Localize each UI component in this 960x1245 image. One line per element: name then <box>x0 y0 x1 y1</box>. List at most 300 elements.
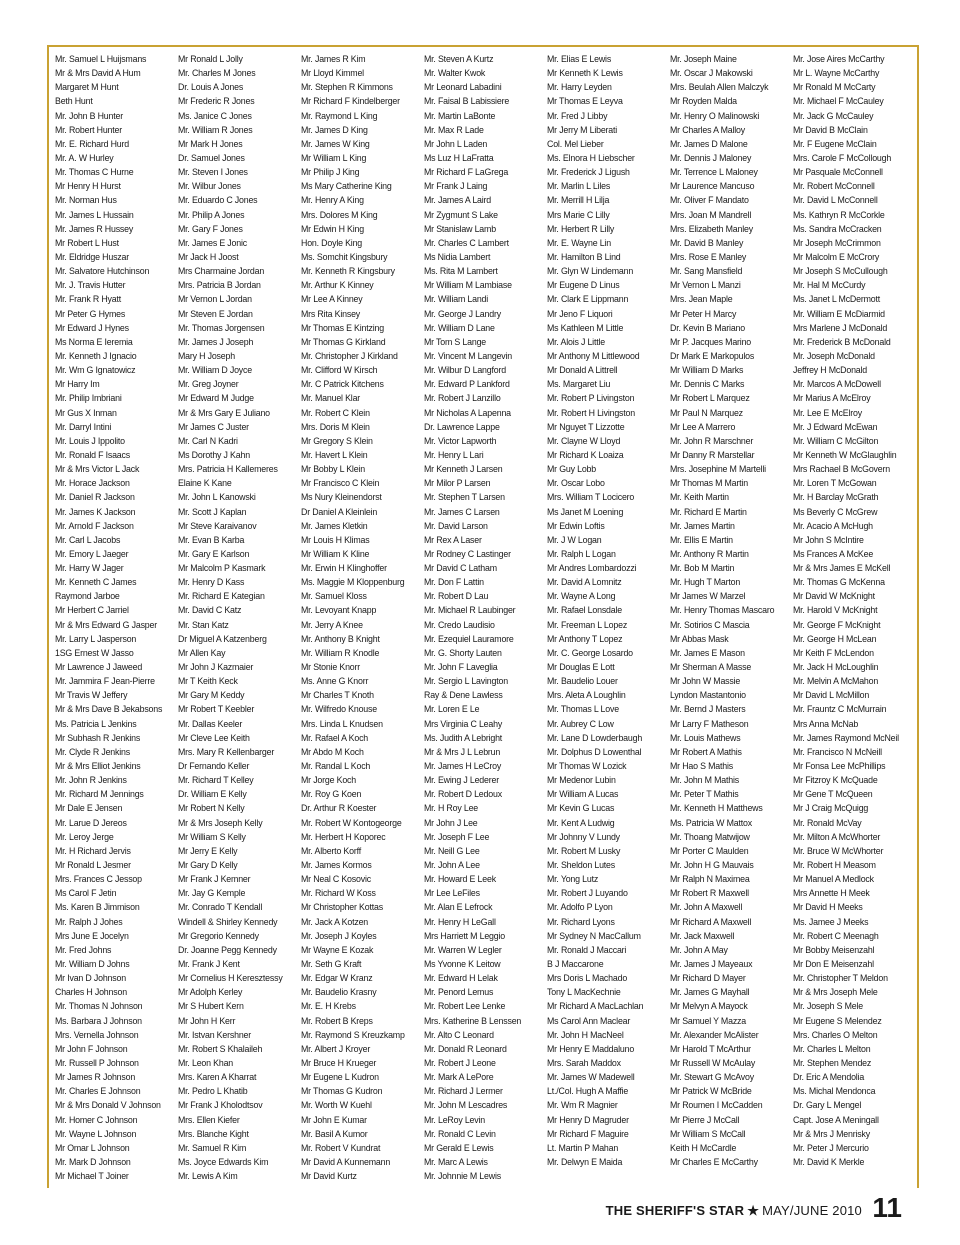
list-item: Mr Edwin Loftis <box>547 520 605 532</box>
list-item: Dr. Samuel Jones <box>178 152 245 164</box>
list-item: Mr. George H McLean <box>793 633 877 645</box>
list-item: Mr. Randal L Koch <box>301 761 371 773</box>
list-item: Hon. Doyle King <box>301 237 363 249</box>
list-item: Mr James C Juster <box>178 421 249 433</box>
list-item: Mr. F Eugene McClain <box>793 138 877 150</box>
list-item: Mr Samuel Y Mazza <box>670 1015 747 1027</box>
list-item: Mr. James Martin <box>670 520 735 532</box>
list-item: Mr Stanislaw Lamb <box>424 223 496 235</box>
list-item: Mr Gus X Inman <box>55 407 117 419</box>
list-item: Mr. Frederick B McDonald <box>793 336 891 348</box>
list-item: Mr. Clifford W Kirsch <box>301 365 378 377</box>
list-item: Mr Robert A Mathis <box>670 746 742 758</box>
list-item: Mr. Richard M Jennings <box>55 789 144 801</box>
list-item: Mr Lee LeFiles <box>424 888 480 900</box>
list-item: Mr. John A Lee <box>424 860 480 872</box>
list-item: Mr. James J Mayeaux <box>670 959 753 970</box>
list-item: Mr J Craig McQuigg <box>793 803 869 815</box>
list-item: Mr Harold T McArthur <box>670 1043 751 1055</box>
list-item: Mr Guy Lobb <box>547 464 597 476</box>
list-item: Mr Eugene L Kudron <box>301 1072 379 1084</box>
list-item: Mr. Ralph J Johes <box>55 916 123 928</box>
list-item: Mr Thomas E Kintzing <box>301 322 384 334</box>
list-item: Mrs. Karen A Kharrat <box>178 1072 257 1084</box>
list-item: Mr Pasquale McConnell <box>793 167 883 179</box>
list-item: Mr. David Larson <box>424 520 488 532</box>
list-item: Mrs. Jean Maple <box>670 294 733 306</box>
list-item: Mr S Hubert Kern <box>178 1001 244 1013</box>
list-item: Mr. John R Marschner <box>670 435 754 447</box>
list-item: Mr. Carl N Kadri <box>178 435 238 447</box>
list-item: Mr. William R Jones <box>178 124 253 136</box>
list-item: Mr. Raymond S Kreuzkamp <box>301 1029 405 1041</box>
list-item: Mr. Roy G Koen <box>301 789 362 801</box>
list-item: Mr William L King <box>301 152 367 164</box>
list-item: Mr. Stephen T Larsen <box>424 492 505 504</box>
list-item: Mr & Mrs Joseph Kelly <box>178 817 263 829</box>
list-item: Mr James R Johnson <box>55 1072 136 1084</box>
list-item: Mr Kenneth J Larsen <box>424 464 503 476</box>
list-item: Mr Abbas Mask <box>670 633 729 645</box>
list-item: Mr. James L Hussain <box>55 209 134 221</box>
list-item: Mr Gary D Kelly <box>178 860 238 872</box>
list-item: Mr. Edward P Lankford <box>424 379 510 391</box>
list-item: Mr Steve Karaivanov <box>178 520 257 532</box>
list-item: Mr. Joseph J Koyles <box>301 930 377 942</box>
list-item: Mr Jack H Joost <box>178 251 239 263</box>
list-item: Mr. Eduardo C Jones <box>178 195 258 207</box>
list-item: Mr Henry E Maddaluno <box>547 1043 635 1055</box>
list-item: Ms Yvonne K Leitow <box>424 959 501 970</box>
list-item: Ms Nidia Lambert <box>424 251 491 263</box>
list-item: Mr. Fred J Libby <box>547 110 608 122</box>
list-item: Mr Robert L Marquez <box>670 393 750 405</box>
list-item: Mrs Harriett M Leggio <box>424 930 506 942</box>
list-item: Mr Robert T Keebler <box>178 704 255 716</box>
list-item: Mr. Francisco N McNeill <box>793 746 882 758</box>
list-item: Dr Daniel A Kleinlein <box>301 506 378 518</box>
list-item: Mr. A. W Hurley <box>55 152 114 164</box>
list-item: Mr. C. George Losardo <box>547 647 633 659</box>
page-footer <box>0 1190 960 1245</box>
list-item: Raymond Jarboe <box>55 591 120 603</box>
list-item: Mr. Oliver F Mandato <box>670 195 749 207</box>
list-item: Mr. Thomas G McKenna <box>793 577 885 589</box>
list-item: Mr Richard D Mayer <box>670 973 746 985</box>
list-item: Mr. Kent A Ludwig <box>547 817 615 829</box>
list-item: Mr Omar L Johnson <box>55 1142 130 1154</box>
list-item: Mr. Leroy Jerge <box>55 831 114 843</box>
list-item: Mr. Thomas L Love <box>547 704 619 716</box>
list-item: Mr. Steven I Jones <box>178 167 248 179</box>
list-item: Mr Ivan D Johnson <box>55 973 126 985</box>
list-item: Ms Nury Kleinendorst <box>301 492 382 504</box>
list-item: Dr. Arthur R Koester <box>301 803 377 815</box>
list-item: Ms. Jamee J Meeks <box>793 916 869 928</box>
list-item: Mr. Robert C Meenagh <box>793 930 879 942</box>
list-item: Mr & Mrs J Menrisky <box>793 1128 870 1140</box>
list-item: Mr. Ezequiel Lauramore <box>424 633 514 645</box>
list-item: Mr. Robert J Luyando <box>547 888 628 900</box>
list-item: Mr Patrick W McBride <box>670 1086 752 1098</box>
list-item: Mrs Rachael B McGovern <box>793 464 891 476</box>
list-item: Mr. Lee E McElroy <box>793 407 862 419</box>
list-item: Mr Gerald E Lewis <box>424 1142 494 1154</box>
list-item: Mr Edward M Judge <box>178 393 254 405</box>
list-item: Mr Gregory S Klein <box>301 435 373 447</box>
list-item: Mr Henry H Hurst <box>55 181 121 193</box>
list-item: Mr & Mrs Victor L Jack <box>55 464 140 476</box>
list-item: Mr. Richard J Lermer <box>424 1086 503 1098</box>
list-item: Mr Kenneth K Lewis <box>547 68 623 80</box>
list-item: Mr. Henry D Kass <box>178 577 245 589</box>
list-item: Mr. John M Mathis <box>670 775 739 787</box>
list-item: Mrs. Mary R Kellenbarger <box>178 746 275 758</box>
list-item: Ms. Anne G Knorr <box>301 676 369 688</box>
list-item: Mr. Emory L Jaeger <box>55 548 129 560</box>
list-item: Mr Danny R Marstellar <box>670 449 755 461</box>
list-item: Mr. J W Logan <box>547 534 602 546</box>
list-item: Mr. Kenneth J Ignacio <box>55 350 137 362</box>
list-item: Mr. J. Travis Hutter <box>55 280 126 292</box>
list-item: Mr Royden Malda <box>670 96 737 108</box>
list-item: Mr. Kenneth R Kingsbury <box>301 266 395 278</box>
list-item: Mr. Arthur K Kinney <box>301 280 374 292</box>
list-item: Mr. Thomas Jorgensen <box>178 322 265 334</box>
list-item: Mr. Michael R Laubinger <box>424 605 516 617</box>
list-item: Mr. Charles M Jones <box>178 68 256 80</box>
list-item: Mr. Joseph Maine <box>670 54 737 65</box>
list-item: Mr. Baudelio Krasny <box>301 987 377 999</box>
list-item: Mr. Credo Laudisio <box>424 619 495 631</box>
list-item: Mr Charles T Knoth <box>301 690 374 702</box>
list-item: Mr. Oscar J Makowski <box>670 68 753 80</box>
list-item: Mr. Robert D Lau <box>424 591 489 603</box>
list-item: Mr & Mrs Edward G Jasper <box>55 619 158 631</box>
list-item: Mr Bobby Meisenzahl <box>793 944 875 956</box>
list-item: Mr. Raymond L King <box>301 110 378 122</box>
list-item: Mr. Robert M Lusky <box>547 845 621 857</box>
list-item: Mr. Jack G McCauley <box>793 110 874 122</box>
list-item: Mrs. Sarah Maddox <box>547 1057 621 1069</box>
list-item: Mr John H Kerr <box>178 1015 236 1027</box>
list-item: Mr Hao S Mathis <box>670 761 733 773</box>
list-item: Mr. Alberto Korff <box>301 845 362 857</box>
list-item: Mr. Robert B Kreps <box>301 1015 373 1027</box>
list-item: Mr. Christopher J Kirkland <box>301 350 398 362</box>
list-item: Ms Beverly C McGrew <box>793 506 878 518</box>
list-item: Mr. Thoang Matwijow <box>670 831 750 843</box>
list-item: Mr. Anthony B Knight <box>301 633 380 645</box>
list-item: Ms. Janet L McDermott <box>793 294 881 306</box>
list-item: Mr. Alexander McAlister <box>670 1029 759 1041</box>
list-item: Mr Don E Meisenzahl <box>793 959 874 970</box>
list-item: Mr. Robert S Khalaileh <box>178 1043 263 1055</box>
list-item: Mr. James E Jonic <box>178 237 247 249</box>
list-item: Mr. Samuel R Kim <box>178 1142 247 1154</box>
list-item: Mr Rex A Laser <box>424 534 482 546</box>
list-item: Mr Abdo M Koch <box>301 746 364 758</box>
list-item: Mr. Lane D Lowderbaugh <box>547 732 643 744</box>
list-item: Ms Carol Ann Maclear <box>547 1015 631 1027</box>
list-item: Mr. William Landi <box>424 294 489 306</box>
list-item: Mr. John H G Mauvais <box>670 860 754 872</box>
list-item: Ms. Elnora H Liebscher <box>547 152 635 164</box>
name-column-6 <box>670 53 783 1191</box>
list-item: Mrs. William T Locicero <box>547 492 635 504</box>
list-item: Mr Roumen I McCadden <box>670 1100 763 1112</box>
list-item: Mr Frank J Kemner <box>178 874 251 886</box>
list-item: Mr. Greg Joyner <box>178 379 239 391</box>
list-item: Mr. Rafael Lonsdale <box>547 605 623 617</box>
list-item: 1SG Ernest W Jasso <box>55 647 134 659</box>
list-item: Mr Donald A Littrell <box>547 365 618 377</box>
list-item: Dr. Kevin B Mariano <box>670 322 745 334</box>
list-item: Mr. E. Wayne Lin <box>547 237 611 249</box>
list-item: Mr. Richard E Martin <box>670 506 747 518</box>
list-item: Mr Cleve Lee Keith <box>178 732 250 744</box>
list-item: Mr. Elias E Lewis <box>547 54 612 65</box>
list-item: Mr Jerry M Liberati <box>547 124 618 136</box>
donor-list <box>55 53 917 1191</box>
list-item: Mr. Richard Lyons <box>547 916 615 928</box>
list-item: Mr. Joseph F Lee <box>424 831 490 843</box>
list-item: Mr David A Kunnemann <box>301 1156 391 1168</box>
list-item: Mr & Mrs Dave B Jekabsons <box>55 704 163 716</box>
list-item: Mr Frank J Laing <box>424 181 488 193</box>
list-item: Mr. Arnold F Jackson <box>55 520 134 532</box>
list-item: Mrs Marie C Lilly <box>547 209 610 221</box>
list-item: Mr. James H LeCroy <box>424 761 502 773</box>
list-item: Mr Russell W McAulay <box>670 1057 756 1069</box>
list-item: Mr. Larry L Jasperson <box>55 633 137 645</box>
list-item: Mr. Robert P Livingston <box>547 393 635 405</box>
list-item: Ms Dorothy J Kahn <box>178 449 250 461</box>
list-item: Mr. Steven A Kurtz <box>424 54 494 65</box>
list-item: Mr Manuel A Medlock <box>793 874 874 886</box>
list-item: Mr David C Latham <box>424 563 497 575</box>
page-number: 11 <box>872 1192 902 1223</box>
list-item: Mr Nicholas A Lapenna <box>424 407 511 419</box>
list-item: Mr Fitzroy K McQuade <box>793 775 878 787</box>
list-item: Mr. Keith Martin <box>670 492 729 504</box>
list-item: Mr Frederic R Jones <box>178 96 255 108</box>
name-column-5 <box>547 53 660 1191</box>
list-item: Mr Marius A McElroy <box>793 393 871 405</box>
list-item: Mr. James Kormos <box>301 860 372 872</box>
list-item: Mr. Ronald J Maccari <box>547 944 627 956</box>
list-item: Mr Richard A Maxwell <box>670 916 752 928</box>
list-item: Mr Medenor Lubin <box>547 775 616 787</box>
list-item: Mr. Wayne L Johnson <box>55 1128 137 1140</box>
list-item: Mr. Russell P Johnson <box>55 1057 139 1069</box>
list-item: Mr. Eldridge Huszar <box>55 251 130 263</box>
list-item: Mr Laurence Mancuso <box>670 181 755 193</box>
list-item: Mr. Darryl Intini <box>55 421 112 433</box>
list-item: Mr David L McMillon <box>793 690 870 702</box>
list-item: Mr. Peter T Mathis <box>670 789 739 801</box>
list-item: Mr Richard A MacLachlan <box>547 1001 644 1013</box>
list-item: Mr John J Kazmaier <box>178 662 254 674</box>
list-item: Mr. George F McKnight <box>793 619 881 631</box>
list-item: Mr. Milton A McWhorter <box>793 831 881 843</box>
list-item: Mr Lloyd Kimmel <box>301 68 364 80</box>
list-item: Mr. James K Jackson <box>55 506 136 518</box>
list-item: Mr. Adolfo P Lyon <box>547 902 613 914</box>
list-item: Mr Malcolm E McCrory <box>793 251 880 263</box>
list-item: Mr Peter H Marcy <box>670 308 737 320</box>
list-item: Mr. Wm G Ignatowicz <box>55 365 136 377</box>
list-item: Mr. Penord Lemus <box>424 987 494 999</box>
list-item: Mr. Robert McConnell <box>793 181 875 193</box>
list-item: Jeffrey H McDonald <box>793 365 868 377</box>
list-item: Mr. Robert V Kundrat <box>301 1142 381 1154</box>
list-item: Mr. Freeman L Lopez <box>547 619 628 631</box>
list-item: Mr. Ewing J Lederer <box>424 775 499 787</box>
list-item: Mr. Istvan Kershner <box>178 1029 252 1041</box>
list-item: Mr Philip J King <box>301 167 360 179</box>
list-item: Mr William D Marks <box>670 365 744 377</box>
list-item: Mr. Carl L Jacobs <box>55 534 121 546</box>
list-item: Mr. Oscar Lobo <box>547 478 605 490</box>
list-item: Mr. Frederick J Ligush <box>547 167 630 179</box>
list-item: Mr Milor P Larsen <box>424 478 491 490</box>
list-item: Mrs. Doris M Klein <box>301 421 370 433</box>
list-item: Ms Carol F Jetin <box>55 888 117 900</box>
list-item: Mr. James G Mayhall <box>670 987 750 999</box>
list-item: Mr. Charles C Lambert <box>424 237 509 249</box>
list-item: Mr. Jammira F Jean-Pierre <box>55 676 155 688</box>
list-item: Mr. Alois J Little <box>547 336 606 348</box>
name-column-3 <box>301 53 414 1191</box>
list-item: Mr. Delwyn E Maida <box>547 1156 623 1168</box>
list-item: Mr. Neill G Lee <box>424 845 480 857</box>
list-item: Mr. Baudelio Louer <box>547 676 618 688</box>
list-item: Mr. Jay G Kemple <box>178 888 246 900</box>
name-column-1 <box>55 53 168 1191</box>
list-item: Mrs Virginia C Leahy <box>424 718 503 730</box>
list-item: Mr. Stephen R Kimmons <box>301 82 393 94</box>
list-item: Mr Sherman A Masse <box>670 662 752 674</box>
list-item: Mr Melvyn A Mayock <box>670 1001 748 1013</box>
list-item: Mr William A Lucas <box>547 789 619 801</box>
list-item: Mr Subhash R Jenkins <box>55 732 141 744</box>
list-item: Mr Charles A Malloy <box>670 124 745 136</box>
list-item: Mr Mark H Jones <box>178 138 243 150</box>
list-item: Mr. Alto C Leonard <box>424 1029 494 1041</box>
list-item: Mr. Sergio L Lavington <box>424 676 508 688</box>
list-item: Mr David B McClain <box>793 124 868 136</box>
list-item: Mr. Marc A Lewis <box>424 1156 488 1168</box>
list-item: Mr. Herbert H Koporec <box>301 831 386 843</box>
list-item: Mr. Hal M McCurdy <box>793 280 866 292</box>
list-item: Mr. Kenneth C James <box>55 577 137 589</box>
list-item: Mr Ronald L Jolly <box>178 54 243 65</box>
list-item: Mr T Keith Keck <box>178 676 238 688</box>
list-item: Mr David W McKnight <box>793 591 875 603</box>
list-item: Mr. Dallas Keeler <box>178 718 243 730</box>
list-item: Mr. LeRoy Levin <box>424 1114 486 1126</box>
list-item: Mr Kevin G Lucas <box>547 803 615 815</box>
list-item: Mr Lawrence J Jaweed <box>55 662 143 674</box>
list-item: Mrs. Katherine B Lenssen <box>424 1015 522 1027</box>
list-item: Mr & Mrs Joseph Mele <box>793 987 878 999</box>
list-item: Mr John J Lee <box>424 817 478 829</box>
list-item: Mr. Richard T Kelley <box>178 775 254 787</box>
list-item: Mr. Daniel R Jackson <box>55 492 135 504</box>
list-item: Mr. Joseph S Mele <box>793 1001 863 1013</box>
list-item: Mr. William D Joyce <box>178 365 252 377</box>
list-item: Mr. Henry H LeGall <box>424 916 496 928</box>
list-item: Mr. Vincent M Langevin <box>424 350 513 362</box>
name-column-4 <box>424 53 537 1191</box>
list-item: Ms. Barbara J Johnson <box>55 1015 142 1027</box>
list-item: Mr. Warren W Legler <box>424 944 502 956</box>
list-item: Mr. Conrado T Kendall <box>178 902 263 914</box>
list-item: Mr Richard F LaGrega <box>424 167 509 179</box>
list-item: Mr. Ellis E Martin <box>670 534 733 546</box>
list-item: Mr. Harry Leyden <box>547 82 612 94</box>
list-item: Mr. Harold V McKnight <box>793 605 878 617</box>
list-item: Mr. Peter J Mercurio <box>793 1142 869 1154</box>
list-item: Mr. Samuel L Huijsmans <box>55 54 147 65</box>
list-item: Mr. Terrence L Maloney <box>670 167 758 179</box>
list-item: Ms. Patricia W Mattox <box>670 817 752 829</box>
list-item: Lyndon Mastantonio <box>670 690 746 702</box>
list-item: Mr. Joseph McDonald <box>793 350 875 362</box>
footer-caption <box>606 1203 862 1219</box>
list-item: Mr & Mrs J L Lebrun <box>424 746 501 758</box>
list-item: Mr. Acacio A McHugh <box>793 520 873 532</box>
list-item: Mr Richard K Loaiza <box>547 449 624 461</box>
list-item: Mr. John A May <box>670 944 728 956</box>
list-item: Mr. Sang Mansfield <box>670 266 743 278</box>
list-item: Ms. Sandra McCracken <box>793 223 882 235</box>
list-item: Mr Stonie Knorr <box>301 662 361 674</box>
list-item: Mr Bobby L Klein <box>301 464 365 476</box>
list-item: Mr William K Kline <box>301 548 370 560</box>
list-item: Mr Thomas M Martin <box>670 478 748 490</box>
list-item: Mr Ralph N Maximea <box>670 874 750 886</box>
list-item: Mr Lee A Marrero <box>670 421 736 433</box>
list-item: Dr. Lawrence Lappe <box>424 421 500 433</box>
list-item: Mr Travis W Jeffery <box>55 690 128 702</box>
list-item: Mr Christopher Kottas <box>301 902 383 914</box>
list-item: Mr. Anthony R Martin <box>670 548 749 560</box>
list-item: Mr Paul N Marquez <box>670 407 743 419</box>
list-item: Mr Anthony M Littlewood <box>547 350 640 362</box>
list-item: Ms Frances A McKee <box>793 548 874 560</box>
list-item: Mr. Robert D Ledoux <box>424 789 502 801</box>
list-item: Lt./Col. Hugh A Maffie <box>547 1086 629 1098</box>
list-item: Mrs Charmaine Jordan <box>178 266 265 278</box>
list-item: Mr. Loren E Le <box>424 704 480 716</box>
list-item: Mr. Dennis J Maloney <box>670 152 752 164</box>
list-item: Mr Henry D Magruder <box>547 1114 629 1126</box>
list-item: Mr L. Wayne McCarthy <box>793 68 880 80</box>
list-item: Mr David H Meeks <box>793 902 863 914</box>
list-item: Ms. Judith A Lebright <box>424 732 503 744</box>
list-item: Mr & Mrs James E McKell <box>793 563 891 575</box>
list-item: Mr John F Johnson <box>55 1043 128 1055</box>
list-item: Mr & Mrs David A Hum <box>55 68 141 80</box>
list-item: Mr Nguyet T Lizzotte <box>547 421 625 433</box>
list-item: Mr. Jack Maxwell <box>670 930 735 942</box>
list-item: Mr. Norman Hus <box>55 195 117 207</box>
list-item: Mrs. Joan M Mandrell <box>670 209 752 221</box>
list-item: Mr. Robert C Klein <box>301 407 370 419</box>
list-item: Mr. Marcos A McDowell <box>793 379 881 391</box>
